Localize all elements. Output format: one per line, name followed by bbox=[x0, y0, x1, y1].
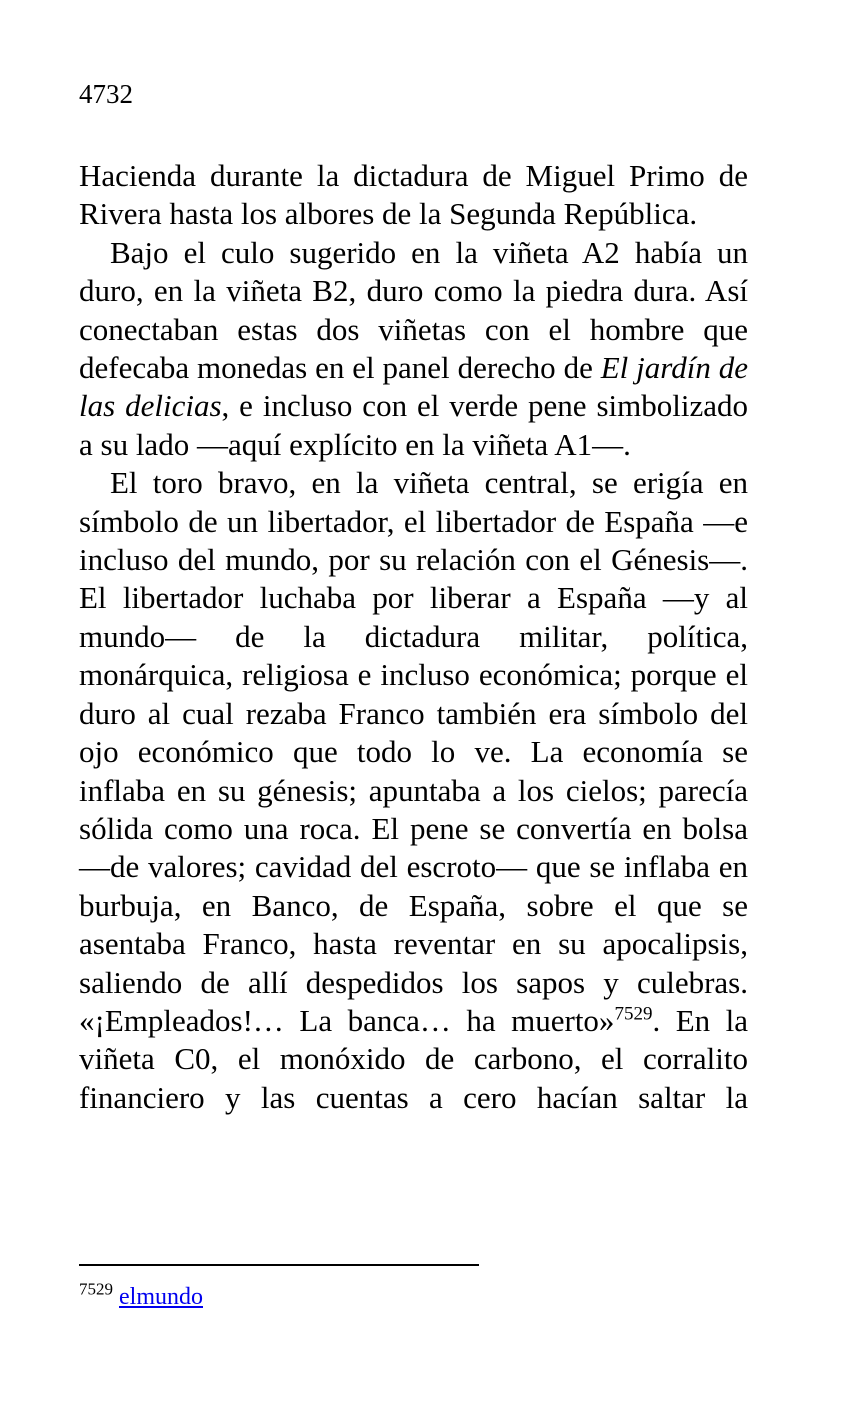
paragraph bbox=[79, 464, 748, 1117]
paragraph-text: , e incluso con el verde pene simbolizado a su lado —aquí explícito en la viñeta A1—. bbox=[79, 388, 748, 462]
paragraph-text: Hacienda durante la dictadura de Miguel Primo de Rivera hasta los albores de la Segunda República. bbox=[79, 158, 748, 232]
footnote-number: 7529 bbox=[79, 1279, 113, 1299]
paragraph-continuation bbox=[79, 157, 748, 234]
artwork-title: El jardín de las delicias bbox=[79, 350, 748, 424]
body-text bbox=[79, 157, 748, 1117]
footnote-link[interactable]: elmundo bbox=[119, 1284, 203, 1310]
page-number: 4732 bbox=[79, 79, 133, 109]
footnote bbox=[79, 1279, 203, 1312]
footnote-separator bbox=[79, 1264, 479, 1266]
footnote-reference: 7529 bbox=[614, 1003, 653, 1025]
paragraph-text: . En la viñeta C0, el monóxido de carbono, el corralito financiero y las cuentas a cero hacían saltar la bbox=[79, 1002, 748, 1115]
paragraph-text: Bajo el culo sugerido en la viñeta A2 había un duro, en la viñeta B2, duro como la piedra dura. Así conectaban estas dos viñetas con el hombre que defecaba monedas en el panel derecho de bbox=[79, 234, 748, 386]
paragraph bbox=[79, 234, 748, 464]
paragraph-text: El toro bravo, en la viñeta central, se erigía en símbolo de un libertador, el libertador de España —e incluso del mundo, por su relación con el Génesis—. El libertador luchaba por liberar a España —y al mundo— de la dictadura militar, política, monárquica, religiosa e incluso económica; porque el duro al cual rezaba Franco también era símbolo del ojo económico que todo lo ve. La economía se inflaba en su génesis; apuntaba a los cielos; parecía sólida como una roca. El pene se convertía en bolsa —de valores; cavidad del escroto— que se inflaba en burbuja, en Banco, de España, sobre el que se asentaba Franco, hasta reventar en su apocalipsis, saliendo de allí despedidos los sapos y culebras. «¡Empleados!… La banca… ha muerto» bbox=[79, 465, 748, 1038]
